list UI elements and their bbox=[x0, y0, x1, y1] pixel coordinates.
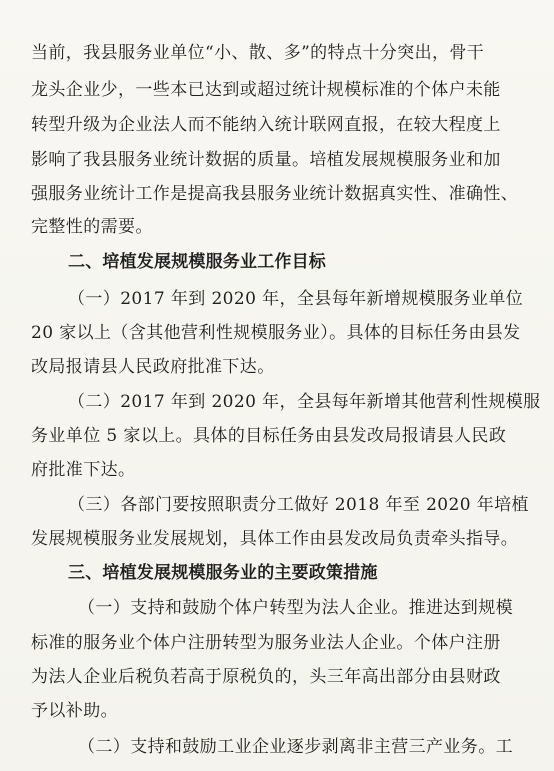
body-text-line: 府批准下达。 bbox=[31, 460, 136, 480]
body-text-line: 发展规模服务业发展规划，具体工作由县发改局负责牵头指导。 bbox=[31, 529, 519, 549]
paragraph-start-line: （二）2017 年到 2020 年，全县每年新增其他营利性规模服 bbox=[68, 392, 541, 412]
paragraph-start-line: （二）支持和鼓励工业企业逐步剥离非主营三产业务。工 bbox=[78, 737, 513, 757]
body-text-line: 完整性的需要。 bbox=[31, 217, 153, 237]
body-text-line: 20 家以上（含其他营利性规模服务业）。具体的目标任务由县发 bbox=[31, 323, 521, 343]
section-heading: 二、培植发展规模服务业工作目标 bbox=[68, 252, 326, 272]
body-text-line: 转型升级为企业法人而不能纳入统计联网直报，在较大程度上 bbox=[31, 115, 501, 135]
body-text-line: 当前，我县服务业单位“小、散、多”的特点十分突出，骨干 bbox=[31, 43, 485, 63]
paragraph-start-line: （三）各部门要按照职责分工做好 2018 年至 2020 年培植 bbox=[68, 495, 529, 515]
section-heading: 三、培植发展规模服务业的主要政策措施 bbox=[68, 563, 378, 583]
paragraph-start-line: （一）支持和鼓励个体户转型为法人企业。推进达到规模 bbox=[78, 598, 513, 618]
body-text-line: 务业单位 5 家以上。具体的目标任务由县发改局报请县人民政 bbox=[31, 426, 507, 446]
paragraph-start-line: （一）2017 年到 2020 年，全县每年新增规模服务业单位 bbox=[68, 289, 524, 309]
body-text-line: 标准的服务业个体户注册转型为服务业法人企业。个体户注册 bbox=[31, 633, 501, 653]
body-text-line: 为法人企业后税负若高于原税负的，头三年高出部分由县财政 bbox=[31, 667, 501, 687]
body-text-line: 龙头企业少，一些本已达到或超过统计规模标准的个体户未能 bbox=[31, 80, 501, 100]
body-text-line: 予以补助。 bbox=[31, 701, 118, 721]
body-text-line: 强服务业统计工作是提高我县服务业统计数据真实性、准确性、 bbox=[31, 184, 519, 204]
body-text-line: 影响了我县服务业统计数据的质量。培植发展规模服务业和加 bbox=[31, 150, 501, 170]
body-text-line: 改局报请县人民政府批准下达。 bbox=[31, 357, 275, 377]
